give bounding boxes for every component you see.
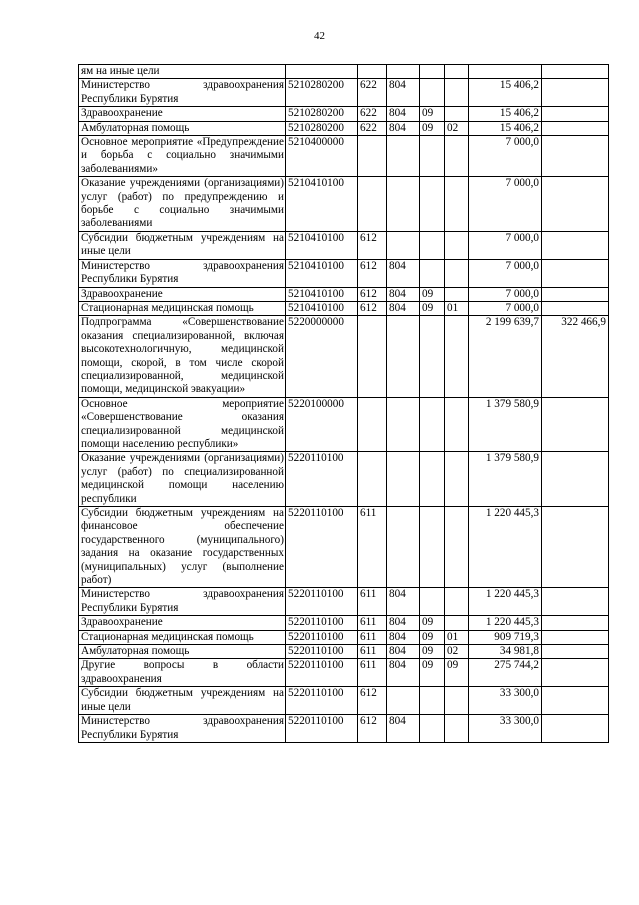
- table-row: [79, 397, 609, 452]
- cell-name: Оказание учреждениями (организациями) услуг (работ) по специализированной медицинской помощи населению республики: [79, 452, 286, 507]
- budget-table: [78, 64, 609, 743]
- table-row: [79, 507, 609, 588]
- cell-section: 09: [420, 645, 445, 659]
- cell-target-code: 5220110100: [286, 452, 358, 507]
- cell-amount: 33 300,0: [469, 715, 542, 743]
- cell-section: 09: [420, 659, 445, 687]
- cell-amount: 15 406,2: [469, 107, 542, 121]
- cell-name: Подпрограмма «Совершенствование оказания специализированной, включая высокотехнологичную, медицинской помощи, скорой, в том числе скорой специализированной, медицинской помощи, медицинской эвакуации»: [79, 316, 286, 397]
- cell-amount: 275 744,2: [469, 659, 542, 687]
- cell-target-code: 5220110100: [286, 507, 358, 588]
- cell-subsection: [445, 687, 469, 715]
- cell-amount: 15 406,2: [469, 121, 542, 135]
- cell-amount-2: [542, 630, 609, 644]
- table-row: [79, 287, 609, 301]
- cell-amount-2: [542, 259, 609, 287]
- cell-amount-2: [542, 507, 609, 588]
- cell-subsection: [445, 231, 469, 259]
- cell-amount-2: [542, 177, 609, 232]
- cell-name: Основное мероприятие «Предупреждение и борьба с социально значимыми заболеваниями»: [79, 136, 286, 177]
- cell-name: Амбулаторная помощь: [79, 121, 286, 135]
- cell-amount-2: [542, 715, 609, 743]
- cell-expense-type: 622: [358, 121, 387, 135]
- table-row: [79, 231, 609, 259]
- cell-subsection: [445, 452, 469, 507]
- table-row: [79, 715, 609, 743]
- cell-expense-type: 611: [358, 645, 387, 659]
- cell-ministry-code: 804: [387, 715, 420, 743]
- cell-target-code: 5210400000: [286, 136, 358, 177]
- cell-target-code: 5220110100: [286, 645, 358, 659]
- cell-expense-type: [358, 177, 387, 232]
- cell-amount: 1 379 580,9: [469, 452, 542, 507]
- cell-expense-type: 611: [358, 507, 387, 588]
- cell-section: [420, 316, 445, 397]
- cell-amount-2: [542, 65, 609, 79]
- table-row: [79, 136, 609, 177]
- cell-name: Здравоохранение: [79, 107, 286, 121]
- cell-amount: 7 000,0: [469, 259, 542, 287]
- page-number: 42: [314, 30, 325, 42]
- cell-subsection: [445, 588, 469, 616]
- cell-amount-2: [542, 136, 609, 177]
- cell-section: [420, 588, 445, 616]
- cell-name: ям на иные цели: [79, 65, 286, 79]
- cell-ministry-code: [387, 231, 420, 259]
- table-row: [79, 107, 609, 121]
- cell-target-code: 5220110100: [286, 687, 358, 715]
- table-row: [79, 452, 609, 507]
- table-row: [79, 316, 609, 397]
- cell-name: Субсидии бюджетным учреждениям на финансовое обеспечение государственного (муниципального) задания на оказание государственных (муниципальных) услуг (выполнение работ): [79, 507, 286, 588]
- cell-amount: 7 000,0: [469, 287, 542, 301]
- table-row: [79, 616, 609, 630]
- cell-amount-2: [542, 588, 609, 616]
- cell-expense-type: 611: [358, 630, 387, 644]
- cell-section: [420, 231, 445, 259]
- cell-subsection: [445, 177, 469, 232]
- cell-ministry-code: [387, 452, 420, 507]
- cell-ministry-code: 804: [387, 259, 420, 287]
- cell-subsection: 02: [445, 645, 469, 659]
- cell-name: Здравоохранение: [79, 287, 286, 301]
- cell-amount-2: [542, 659, 609, 687]
- cell-target-code: 5220110100: [286, 630, 358, 644]
- cell-ministry-code: 804: [387, 107, 420, 121]
- cell-target-code: 5210410100: [286, 177, 358, 232]
- cell-target-code: 5210280200: [286, 79, 358, 107]
- cell-name: Министерство здравоохранения Республики Бурятия: [79, 715, 286, 743]
- cell-section: [420, 715, 445, 743]
- cell-amount: 34 981,8: [469, 645, 542, 659]
- cell-ministry-code: 804: [387, 616, 420, 630]
- cell-section: [420, 136, 445, 177]
- cell-expense-type: 612: [358, 687, 387, 715]
- cell-section: [420, 177, 445, 232]
- cell-expense-type: [358, 136, 387, 177]
- cell-expense-type: 611: [358, 588, 387, 616]
- cell-ministry-code: 804: [387, 79, 420, 107]
- cell-amount: 1 220 445,3: [469, 507, 542, 588]
- cell-subsection: [445, 397, 469, 452]
- cell-amount-2: [542, 121, 609, 135]
- cell-amount: 7 000,0: [469, 301, 542, 315]
- cell-name: Министерство здравоохранения Республики Бурятия: [79, 588, 286, 616]
- cell-name: Субсидии бюджетным учреждениям на иные цели: [79, 231, 286, 259]
- table-row: [79, 177, 609, 232]
- cell-name: Здравоохранение: [79, 616, 286, 630]
- cell-section: 09: [420, 630, 445, 644]
- cell-subsection: [445, 259, 469, 287]
- cell-subsection: [445, 507, 469, 588]
- cell-amount-2: [542, 616, 609, 630]
- cell-subsection: [445, 616, 469, 630]
- cell-ministry-code: 804: [387, 588, 420, 616]
- cell-target-code: 5210280200: [286, 121, 358, 135]
- cell-name: Министерство здравоохранения Республики Бурятия: [79, 259, 286, 287]
- cell-expense-type: [358, 65, 387, 79]
- cell-target-code: 5220000000: [286, 316, 358, 397]
- cell-amount-2: [542, 107, 609, 121]
- cell-amount-2: [542, 231, 609, 259]
- cell-subsection: [445, 316, 469, 397]
- cell-subsection: [445, 715, 469, 743]
- cell-expense-type: 612: [358, 287, 387, 301]
- cell-section: [420, 452, 445, 507]
- table-row: [79, 630, 609, 644]
- cell-section: [420, 397, 445, 452]
- cell-ministry-code: 804: [387, 659, 420, 687]
- cell-ministry-code: [387, 316, 420, 397]
- cell-name: Субсидии бюджетным учреждениям на иные цели: [79, 687, 286, 715]
- table-row: [79, 659, 609, 687]
- cell-expense-type: 612: [358, 715, 387, 743]
- table-row: [79, 687, 609, 715]
- cell-section: [420, 259, 445, 287]
- cell-expense-type: [358, 316, 387, 397]
- cell-name: Амбулаторная помощь: [79, 645, 286, 659]
- cell-amount: 7 000,0: [469, 177, 542, 232]
- cell-name: Основное мероприятие «Совершенствование оказания специализированной медицинской помощи населению республики»: [79, 397, 286, 452]
- table-row: [79, 645, 609, 659]
- cell-amount: [469, 65, 542, 79]
- cell-amount: 7 000,0: [469, 231, 542, 259]
- cell-expense-type: 622: [358, 107, 387, 121]
- cell-expense-type: [358, 397, 387, 452]
- cell-subsection: [445, 107, 469, 121]
- cell-amount: 2 199 639,7: [469, 316, 542, 397]
- cell-target-code: 5210410100: [286, 231, 358, 259]
- cell-amount: 7 000,0: [469, 136, 542, 177]
- cell-subsection: [445, 287, 469, 301]
- cell-section: 09: [420, 616, 445, 630]
- table-row: [79, 259, 609, 287]
- cell-target-code: [286, 65, 358, 79]
- cell-ministry-code: 804: [387, 121, 420, 135]
- cell-section: [420, 507, 445, 588]
- cell-ministry-code: [387, 136, 420, 177]
- cell-expense-type: 612: [358, 231, 387, 259]
- cell-amount-2: 322 466,9: [542, 316, 609, 397]
- cell-target-code: 5220100000: [286, 397, 358, 452]
- cell-section: 09: [420, 121, 445, 135]
- table-row: [79, 65, 609, 79]
- table-row: [79, 301, 609, 315]
- cell-target-code: 5220110100: [286, 715, 358, 743]
- cell-target-code: 5210410100: [286, 259, 358, 287]
- cell-amount-2: [542, 79, 609, 107]
- cell-expense-type: 612: [358, 259, 387, 287]
- cell-section: 09: [420, 301, 445, 315]
- cell-name: Стационарная медицинская помощь: [79, 301, 286, 315]
- cell-expense-type: 622: [358, 79, 387, 107]
- cell-subsection: [445, 65, 469, 79]
- cell-expense-type: 611: [358, 659, 387, 687]
- cell-ministry-code: 804: [387, 630, 420, 644]
- cell-expense-type: 612: [358, 301, 387, 315]
- cell-subsection: 09: [445, 659, 469, 687]
- cell-amount: 1 220 445,3: [469, 588, 542, 616]
- cell-subsection: 02: [445, 121, 469, 135]
- table-row: [79, 588, 609, 616]
- cell-section: [420, 687, 445, 715]
- table-body: [79, 65, 609, 743]
- cell-ministry-code: 804: [387, 301, 420, 315]
- cell-amount: 15 406,2: [469, 79, 542, 107]
- cell-amount: 1 220 445,3: [469, 616, 542, 630]
- cell-ministry-code: [387, 397, 420, 452]
- cell-section: 09: [420, 287, 445, 301]
- cell-ministry-code: [387, 687, 420, 715]
- cell-ministry-code: [387, 177, 420, 232]
- cell-ministry-code: 804: [387, 645, 420, 659]
- cell-amount: 1 379 580,9: [469, 397, 542, 452]
- cell-ministry-code: 804: [387, 287, 420, 301]
- cell-amount-2: [542, 687, 609, 715]
- table-row: [79, 121, 609, 135]
- cell-amount-2: [542, 397, 609, 452]
- cell-name: Министерство здравоохранения Республики Бурятия: [79, 79, 286, 107]
- cell-amount-2: [542, 645, 609, 659]
- cell-ministry-code: [387, 507, 420, 588]
- cell-amount: 909 719,3: [469, 630, 542, 644]
- cell-target-code: 5210280200: [286, 107, 358, 121]
- cell-amount-2: [542, 287, 609, 301]
- cell-name: Стационарная медицинская помощь: [79, 630, 286, 644]
- cell-ministry-code: [387, 65, 420, 79]
- cell-target-code: 5220110100: [286, 588, 358, 616]
- cell-expense-type: [358, 452, 387, 507]
- cell-section: [420, 65, 445, 79]
- cell-section: [420, 79, 445, 107]
- cell-amount-2: [542, 301, 609, 315]
- cell-target-code: 5220110100: [286, 616, 358, 630]
- cell-amount-2: [542, 452, 609, 507]
- cell-section: 09: [420, 107, 445, 121]
- cell-target-code: 5210410100: [286, 287, 358, 301]
- cell-subsection: [445, 136, 469, 177]
- cell-subsection: [445, 79, 469, 107]
- cell-target-code: 5210410100: [286, 301, 358, 315]
- cell-name: Другие вопросы в области здравоохранения: [79, 659, 286, 687]
- cell-target-code: 5220110100: [286, 659, 358, 687]
- table-row: [79, 79, 609, 107]
- cell-expense-type: 611: [358, 616, 387, 630]
- cell-subsection: 01: [445, 630, 469, 644]
- cell-amount: 33 300,0: [469, 687, 542, 715]
- cell-name: Оказание учреждениями (организациями) услуг (работ) по предупреждению и борьбе с социально значимыми заболеваниями: [79, 177, 286, 232]
- cell-subsection: 01: [445, 301, 469, 315]
